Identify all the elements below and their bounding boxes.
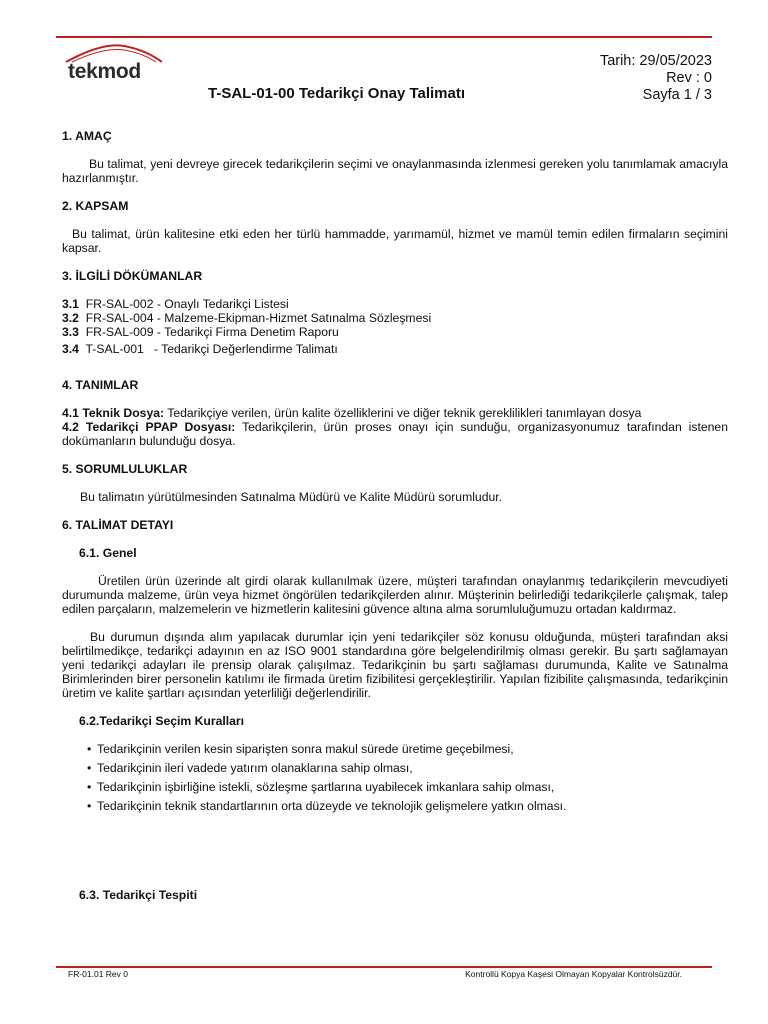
- document-date: Tarih: 29/05/2023: [599, 53, 712, 69]
- document-body: [62, 129, 728, 902]
- reference-item: 3.3 FR-SAL-009 - Tedarikçi Firma Denetim Raporu: [62, 325, 339, 339]
- company-logo: [62, 42, 166, 82]
- section-heading-responsibilities: 5. SORUMLULUKLAR: [62, 462, 188, 476]
- footer-controlled-copy-note: Kontrollü Kopya Kaşesi Olmayan Kopyalar Kontrolsüzdür.: [465, 969, 682, 979]
- footer-form-code: FR-01.01 Rev 0: [68, 969, 128, 979]
- subsection-heading-general: 6.1. Genel: [79, 546, 137, 560]
- scope-text: Bu talimat, ürün kalitesine etki eden her türlü hammadde, yarımamül, hizmet ve mamül temin edilen firmaların seçimini kapsar.: [62, 227, 728, 255]
- logo-wordmark: tekmod: [68, 60, 141, 83]
- header-top-rule: [56, 36, 712, 38]
- responsibilities-text: Bu talimatın yürütülmesinden Satınalma Müdürü ve Kalite Müdürü sorumludur.: [80, 490, 503, 504]
- section-heading-scope: 2. KAPSAM: [62, 199, 129, 213]
- definition-ppap-file: 4.2 Tedarikçi PPAP Dosyası: Tedarikçilerin, ürün proses onayı için sunduğu, organizasyonumuz tarafından istenen dokümanların bulunduğu dosya.: [62, 420, 728, 448]
- purpose-text: Bu talimat, yeni devreye girecek tedarikçilerin seçimi ve onaylanmasında izlenmesi gereken yolu tanımlamak amacıyla hazırlanmıştır.: [62, 157, 728, 185]
- document-page-number: Sayfa 1 / 3: [642, 87, 712, 103]
- general-paragraph-1: Üretilen ürün üzerinde alt girdi olarak kullanılmak üzere, müşteri tarafından onaylanmış tedarikçilerin mevcudiyeti durumunda malzeme, ürün veya hizmet öngörülen tedarikçilerden alınır. Müşterinin belirlediği tedarikçilerle çalışmak, talep edilen parçaların, malzemelerin ve hizmetlerin kalitesini güvence altına alma sorumluluğumuzu ortadan kaldırmaz.: [62, 574, 728, 616]
- reference-item: 3.4 T-SAL-001 - Tedarikçi Değerlendirme Talimatı: [62, 342, 338, 356]
- section-heading-instruction-detail: 6. TALİMAT DETAYI: [62, 518, 174, 532]
- list-item: • Tedarikçinin işbirliğine istekli, sözleşme şartlarına uyabilecek imkanlara sahip olması,: [87, 780, 728, 794]
- definition-technical-file: 4.1 Teknik Dosya: Tedarikçiye verilen, ürün kalite özelliklerini ve diğer teknik gereklilikleri tanımlayan dosya: [62, 406, 642, 420]
- document-title: T-SAL-01-00 Tedarikçi Onay Talimatı: [208, 85, 466, 102]
- reference-item: 3.1 FR-SAL-002 - Onaylı Tedarikçi Listesi: [62, 297, 289, 311]
- document-revision: Rev : 0: [666, 70, 712, 86]
- list-item: • Tedarikçinin verilen kesin siparişten sonra makul sürede üretime geçebilmesi,: [87, 742, 728, 756]
- document-meta: [600, 53, 712, 104]
- list-item: • Tedarikçinin ileri vadede yatırım olanaklarına sahip olması,: [87, 761, 728, 775]
- selection-rules-list: [62, 742, 728, 813]
- list-item: • Tedarikçinin teknik standartlarının orta düzeyde ve teknolojik gelişmelere yatkın olması.: [87, 799, 728, 813]
- section-heading-purpose: 1. AMAÇ: [62, 129, 112, 143]
- footer-rule: [56, 966, 712, 968]
- general-paragraph-2: Bu durumun dışında alım yapılacak durumlar için yeni tedarikçiler söz konusu olduğunda, müşteri tarafından aksi belirtilmedikçe, tedarikçi adayının en az ISO 9001 standardına göre belgelendirilmiş olması gerekir. Bu şartı sağlamayan yeni tedarikçi adayları ile prensip olarak çalışılmaz. Tedarikçinin bu şartı sağlaması durumunda, Kalite ve Satınalma Birimlerinden birer personelin katılımı ile firmada üretim fizibilitesi gerçekleştirilir. Yapılan fizibilite çalışmasında, tedarikçinin üretim ve kalite şartları açısından yeterliliği değerlendirilir.: [62, 630, 728, 700]
- subsection-heading-selection-rules: 6.2.Tedarikçi Seçim Kuralları: [79, 714, 245, 728]
- section-heading-definitions: 4. TANIMLAR: [62, 378, 139, 392]
- section-heading-related-documents: 3. İLGİLİ DÖKÜMANLAR: [62, 269, 203, 283]
- subsection-heading-supplier-determination: 6.3. Tedarikçi Tespiti: [79, 888, 198, 902]
- reference-item: 3.2 FR-SAL-004 - Malzeme-Ekipman-Hizmet Satınalma Sözleşmesi: [62, 311, 432, 325]
